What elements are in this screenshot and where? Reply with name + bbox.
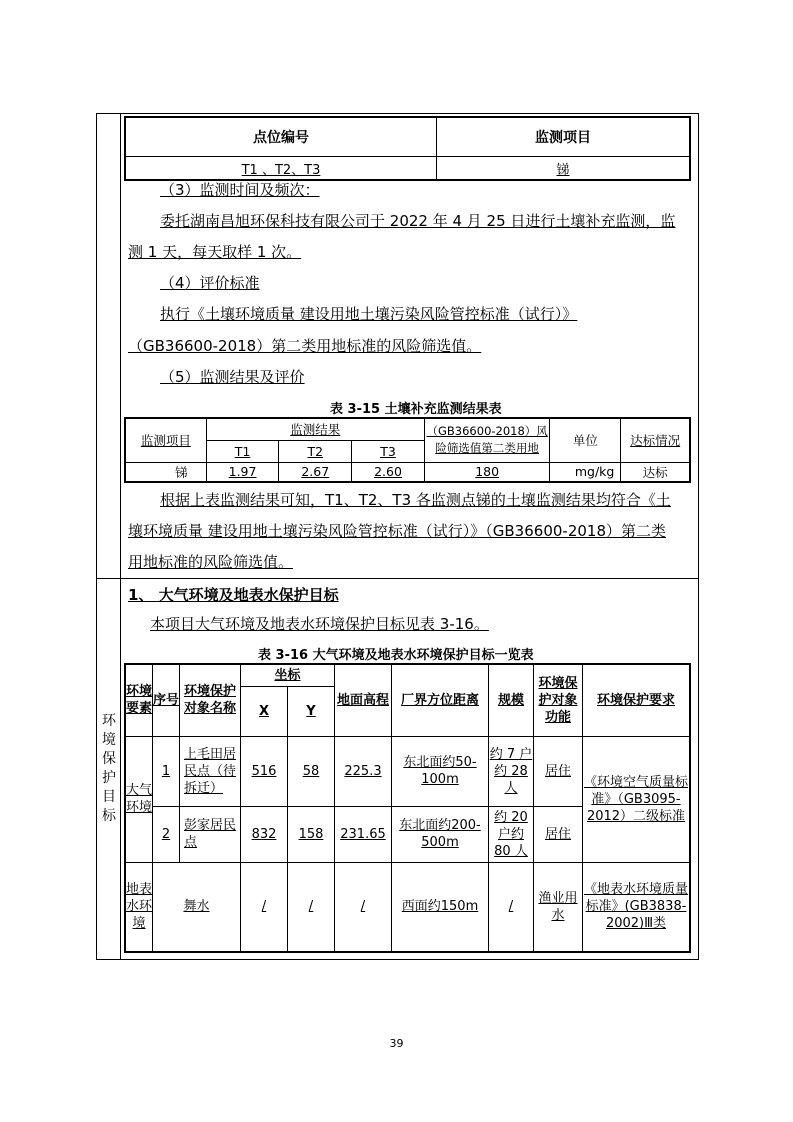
water-req: 《地表水环境质量标准》(GB3838-2002)Ⅲ类 — [583, 862, 691, 952]
header-point-id: 点位编号 — [125, 117, 437, 157]
h-elem: 环境要素 — [125, 664, 153, 736]
cell-item: 锑 — [437, 157, 691, 181]
row1-func: 居住 — [534, 736, 583, 806]
p4-title: （4）评价标准 — [160, 274, 260, 292]
row1-y: 58 — [288, 736, 335, 806]
h-t3: T3 — [352, 440, 425, 462]
air-req: 《环境空气质量标准》（GB3095-2012）二级标准 — [583, 736, 691, 862]
row1-name: 上毛田居民点（待拆迁） — [180, 736, 241, 806]
r-t1: 1.97 — [206, 462, 279, 482]
r-t3: 2.60 — [352, 462, 425, 482]
r-std: 180 — [424, 462, 550, 482]
frame-divider — [120, 113, 121, 960]
h-status: 达标情况 — [621, 418, 690, 462]
table3-caption: 表 3-16 大气环境及地表水环境保护目标一览表 — [258, 648, 534, 663]
p3-line2: 测 1 天，每天取样 1 次。 — [128, 243, 302, 261]
p5-title: （5）监测结果及评价 — [160, 368, 305, 386]
protection-targets-table — [124, 663, 691, 953]
h-req: 环境保护要求 — [583, 664, 691, 736]
row2-y: 158 — [288, 806, 335, 862]
h-scale: 规模 — [489, 664, 534, 736]
side-label-env-protection: 环 境 保 护 目 标 — [102, 713, 116, 824]
h-y: Y — [288, 686, 335, 736]
h-std: （GB36600-2018）风险筛选值第二类用地 — [424, 418, 550, 462]
section-intro: 本项目大气环境及地表水环境保护目标见表 3-16。 — [150, 615, 489, 633]
row1-elev: 225.3 — [335, 736, 392, 806]
row2-no: 2 — [153, 806, 180, 862]
h-coord: 坐标 — [241, 664, 335, 686]
water-y: / — [288, 862, 335, 952]
table2-caption: 表 3-15 土壤补充监测结果表 — [330, 402, 502, 417]
r-item: 锑 — [125, 462, 206, 482]
water-label: 地表水环境 — [125, 862, 153, 952]
water-x: / — [241, 862, 288, 952]
row1-scale: 约 7 户约 28 人 — [489, 736, 534, 806]
row2-scale: 约 20 户约 80 人 — [489, 806, 534, 862]
r-status: 达标 — [621, 462, 690, 482]
h-t2: T2 — [279, 440, 352, 462]
row1-no: 1 — [153, 736, 180, 806]
row1-dir: 东北面约50-100m — [392, 736, 489, 806]
soil-results-table — [124, 417, 691, 483]
p3-line1: 委托湖南昌旭环保科技有限公司于 2022 年 4 月 25 日进行土壤补充监测，监 — [160, 212, 676, 230]
monitoring-point-table — [124, 116, 691, 181]
h-unit: 单位 — [550, 418, 621, 462]
page-number: 39 — [389, 1037, 404, 1050]
row1-x: 516 — [241, 736, 288, 806]
water-dir: 西面约150m — [392, 862, 489, 952]
p4-line1: 执行《土壤环境质量 建设用地土壤污染风险管控标准（试行）》 — [160, 305, 578, 323]
h-no: 序号 — [153, 664, 180, 736]
h-x: X — [241, 686, 288, 736]
h-obj: 环境保护对象名称 — [180, 664, 241, 736]
header-monitor-item: 监测项目 — [437, 117, 691, 157]
row2-func: 居住 — [534, 806, 583, 862]
h-t1: T1 — [206, 440, 279, 462]
conclusion-line3: 用地标准的风险筛选值。 — [128, 553, 294, 571]
h-result: 监测结果 — [206, 418, 424, 440]
p4-line2: （GB36600-2018）第二类用地标准的风险筛选值。 — [128, 337, 482, 355]
conclusion-line1: 根据上表监测结果可知，T1、T2、T3 各监测点锑的土壤监测结果均符合《土 — [160, 491, 671, 509]
h-elev: 地面高程 — [335, 664, 392, 736]
r-unit: mg/kg — [550, 462, 621, 482]
h-func: 环境保护对象功能 — [534, 664, 583, 736]
water-name: 舞水 — [153, 862, 241, 952]
conclusion-line2: 壤环境质量 建设用地土壤污染风险管控标准（试行）》（GB36600-2018）第二类 — [128, 522, 666, 540]
row2-x: 832 — [241, 806, 288, 862]
section-heading: 1、 大气环境及地表水保护目标 — [128, 586, 339, 604]
h-item: 监测项目 — [125, 418, 206, 462]
cell-points: T1 、T2、T3 — [125, 157, 437, 181]
h-dir: 厂界方位距离 — [392, 664, 489, 736]
row2-name: 彭家居民点 — [180, 806, 241, 862]
row2-dir: 东北面约200-500m — [392, 806, 489, 862]
r-t2: 2.67 — [279, 462, 352, 482]
section-divider — [96, 578, 699, 579]
p3-title: （3）监测时间及频次： — [160, 181, 320, 199]
row2-elev: 231.65 — [335, 806, 392, 862]
water-elev: / — [335, 862, 392, 952]
water-func: 渔业用水 — [534, 862, 583, 952]
air-label: 大气环境 — [125, 736, 153, 862]
water-scale: / — [489, 862, 534, 952]
